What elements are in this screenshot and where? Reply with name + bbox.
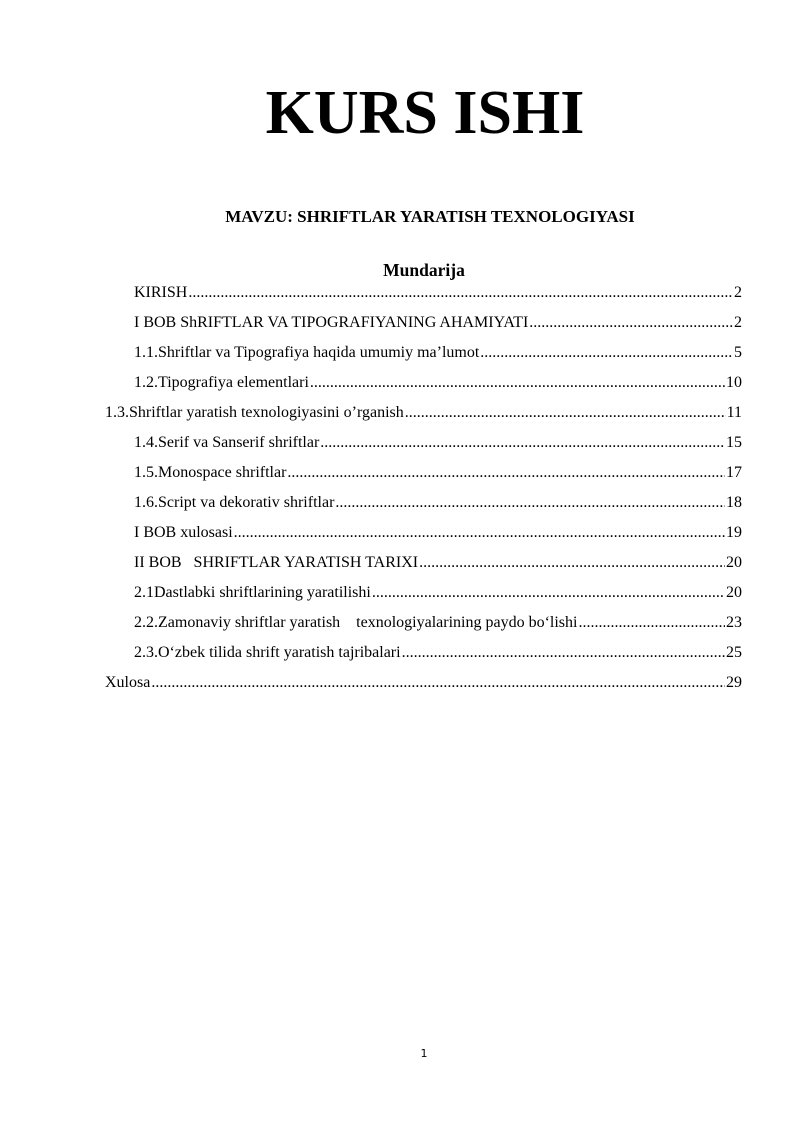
toc-entry — [134, 642, 742, 664]
toc-entry-label: 2.2.Zamonaviy shriftlar yaratish texnologiyalarining paydo bo‘lishi — [134, 614, 578, 631]
toc-entry — [134, 462, 742, 484]
toc-entry — [134, 282, 742, 304]
document-title: KURS ISHI — [265, 79, 585, 147]
toc-entry-page: 29 — [726, 674, 742, 691]
toc-entry — [134, 432, 742, 454]
toc-entry-page: 25 — [726, 644, 742, 661]
toc-entry-page: 19 — [726, 524, 742, 541]
toc-leader — [402, 642, 725, 664]
toc-entry-label: 2.3.O‘zbek tilida shrift yaratish tajribalari — [134, 644, 401, 661]
toc-leader — [529, 312, 733, 334]
toc-entry-page: 15 — [726, 434, 742, 451]
toc-entry-page: 20 — [726, 584, 742, 601]
toc-leader — [419, 552, 725, 574]
toc-entry-page: 11 — [726, 404, 742, 421]
toc-entry-page: 20 — [726, 554, 742, 571]
toc-entry-page: 18 — [726, 494, 742, 511]
toc-entry — [134, 522, 742, 544]
toc-entry-page: 2 — [734, 314, 742, 331]
toc-entry-label: 1.6.Script va dekorativ shriftlar — [134, 494, 335, 511]
toc-leader — [188, 282, 733, 304]
toc-leader — [335, 492, 725, 514]
toc-entry — [134, 582, 742, 604]
toc-leader — [151, 672, 725, 694]
toc-leader — [480, 342, 733, 364]
toc-entry — [134, 372, 742, 394]
toc-entry-label: Xulosa — [105, 674, 151, 691]
toc-entry-label: 2.1Dastlabki shriftlarining yaratilishi — [134, 584, 371, 601]
toc-entry-label: 1.4.Serif va Sanserif shriftlar — [134, 434, 320, 451]
toc-entry-label: 1.1.Shriftlar va Tipografiya haqida umumiy ma’lumot — [134, 344, 480, 361]
toc-entry-label: II BOB SHRIFTLAR YARATISH TARIXI — [134, 554, 419, 571]
toc-entry-label: I BOB xulosasi — [134, 524, 233, 541]
toc-leader — [578, 612, 725, 634]
toc-leader — [310, 372, 725, 394]
toc-leader — [372, 582, 725, 604]
toc-entry-label: KIRISH — [134, 284, 188, 301]
toc-entry — [134, 312, 742, 334]
toc-entry-label: 1.3.Shriftlar yaratish texnologiyasini o’rganish — [105, 404, 404, 421]
toc-entry-page: 10 — [726, 374, 742, 391]
toc-leader — [287, 462, 725, 484]
toc-entry-page: 23 — [726, 614, 742, 631]
toc-entry-page: 2 — [734, 284, 742, 301]
toc-entry — [134, 492, 742, 514]
page-number: 1 — [420, 1047, 428, 1060]
toc-entry-label: 1.2.Tipografiya elementlari — [134, 374, 309, 391]
toc-entry — [105, 402, 742, 424]
toc-entry — [105, 672, 742, 694]
toc-leader — [320, 432, 725, 454]
toc-entry — [134, 342, 742, 364]
toc-entry — [134, 612, 742, 634]
topic-line: MAVZU: SHRIFTLAR YARATISH TEXNOLOGIYASI — [225, 207, 635, 226]
toc-heading: Mundarija — [383, 260, 465, 280]
toc-leader — [405, 402, 726, 424]
toc-entry — [134, 552, 742, 574]
toc-leader — [234, 522, 725, 544]
toc-entry-label: 1.5.Monospace shriftlar — [134, 464, 287, 481]
toc-entry-page: 17 — [726, 464, 742, 481]
toc-entry-label: I BOB ShRIFTLAR VA TIPOGRAFIYANING AHAMIYATI — [134, 314, 529, 331]
toc-entry-page: 5 — [734, 344, 742, 361]
